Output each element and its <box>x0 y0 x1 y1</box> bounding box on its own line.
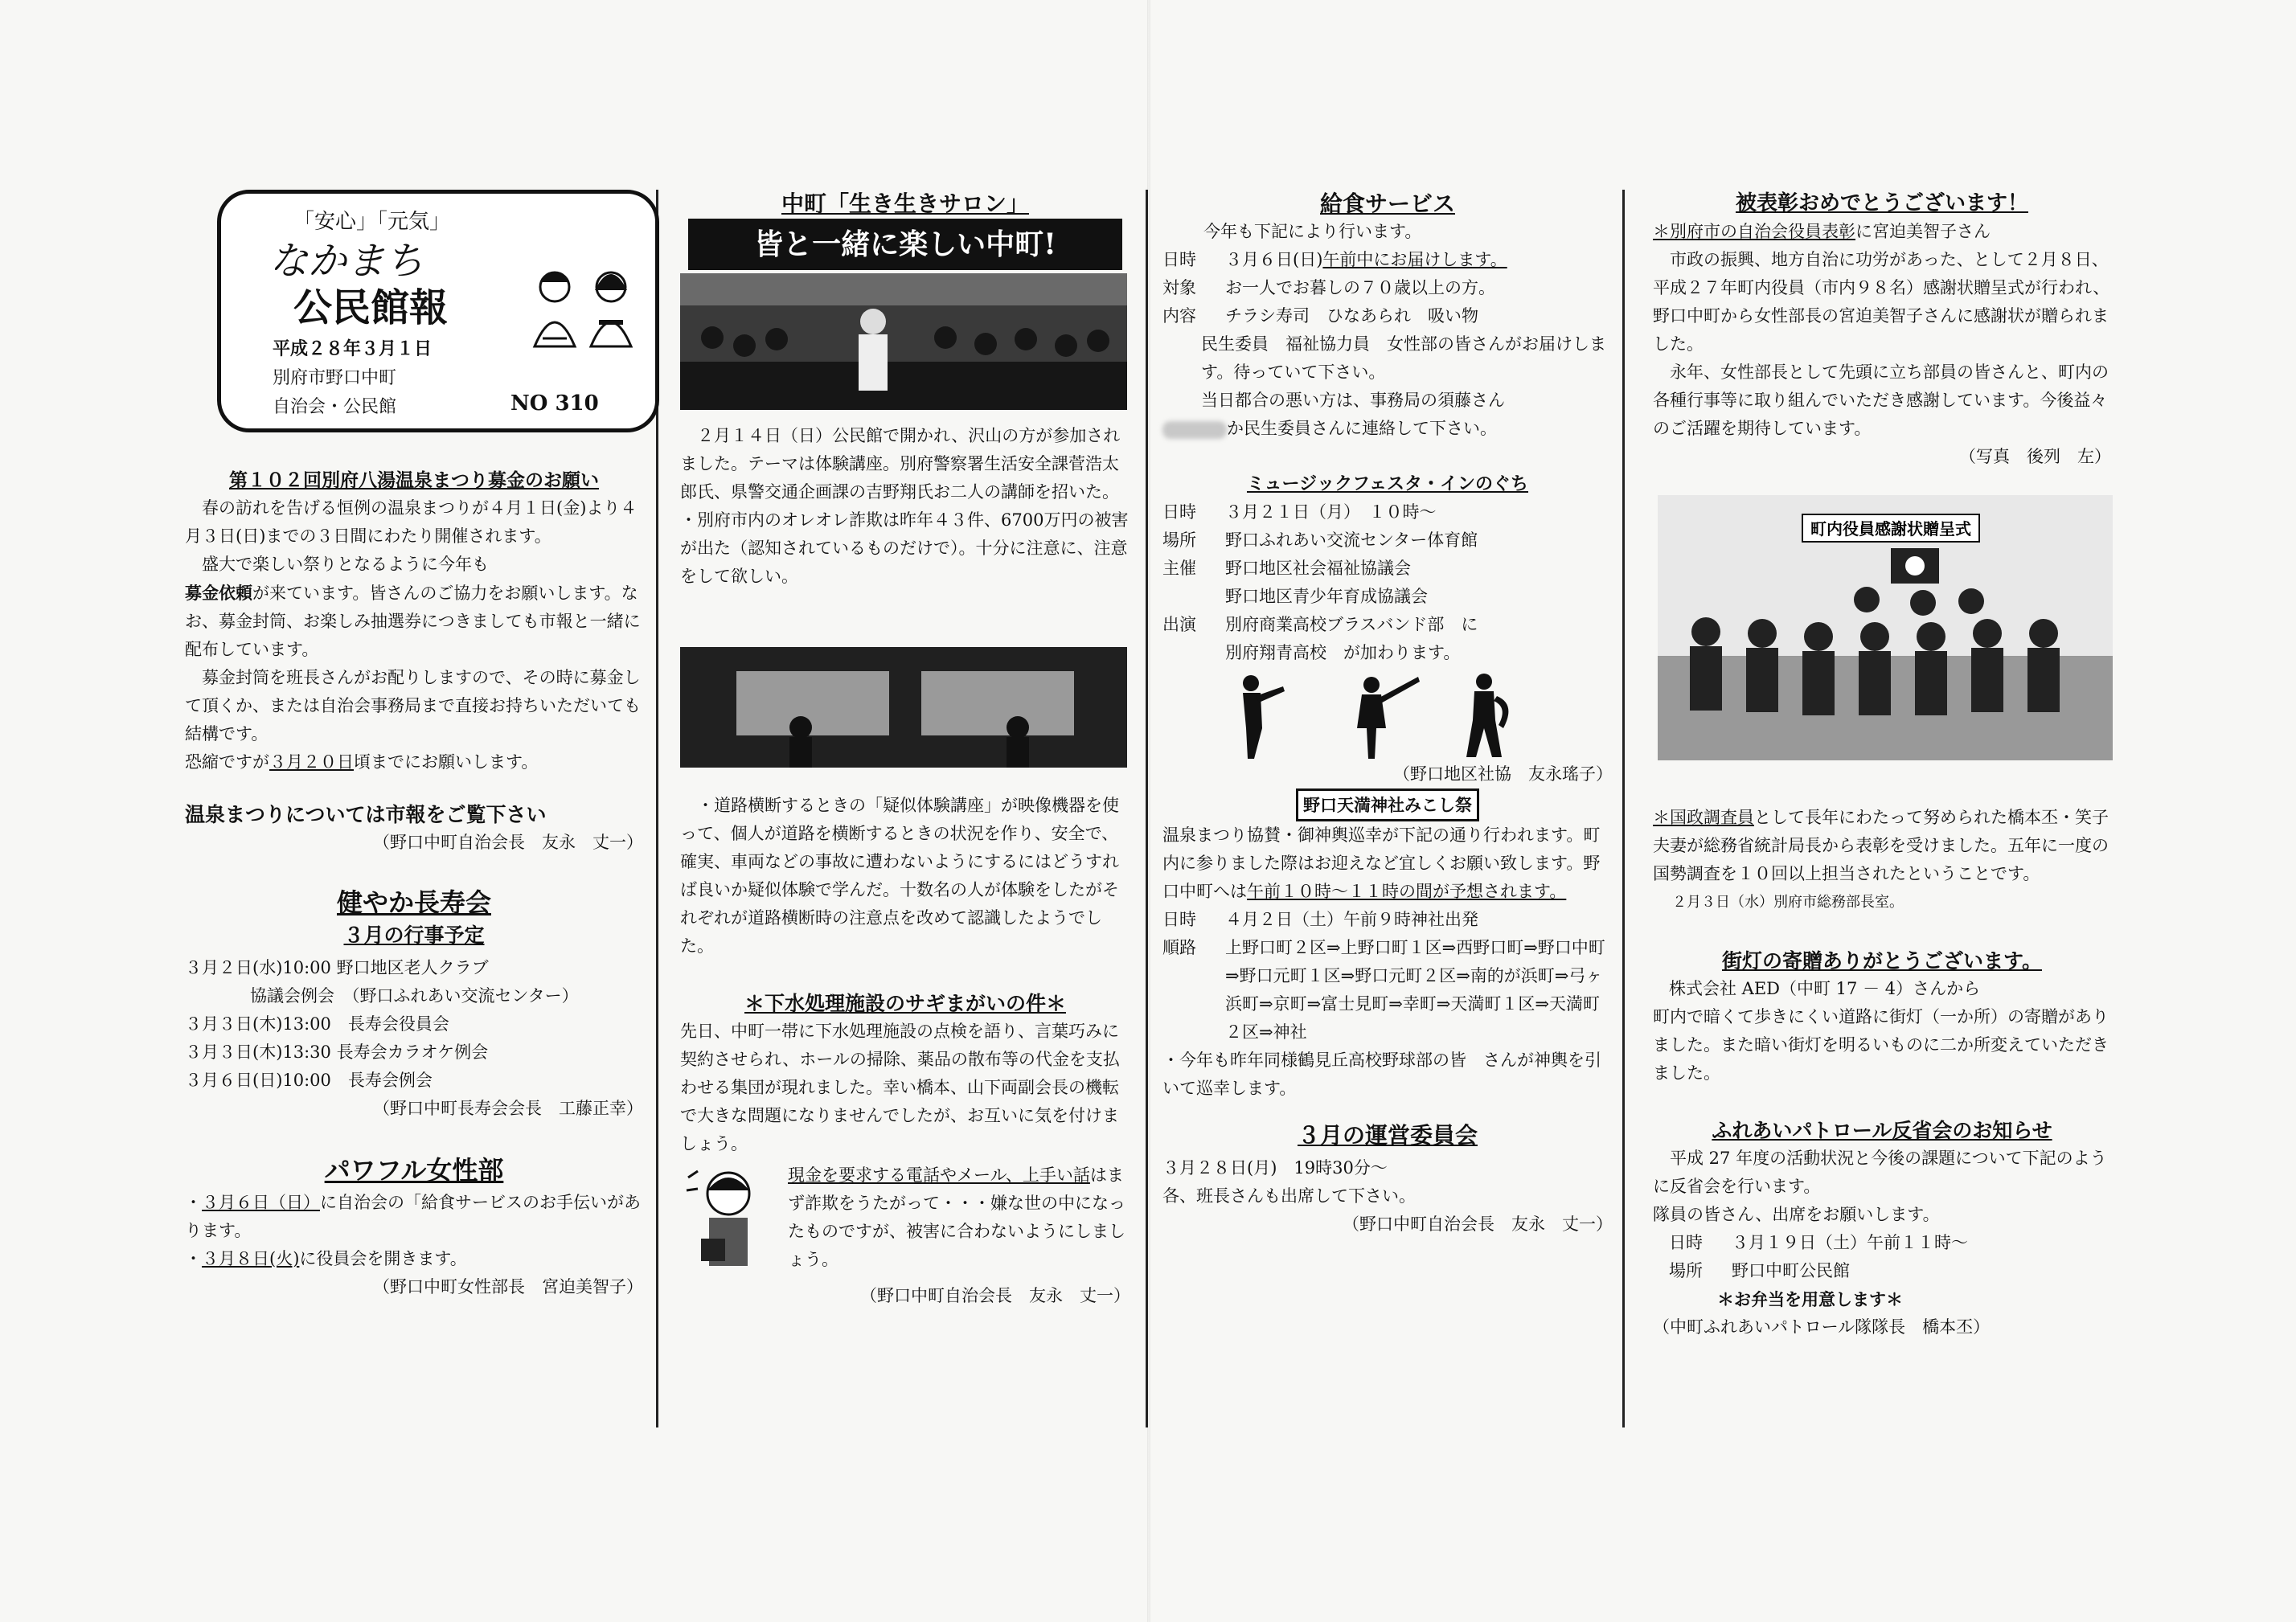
music-performers-2 <box>1162 639 1613 667</box>
label: 日時 <box>1162 502 1196 522</box>
patrol-date <box>1653 1229 2111 1257</box>
column-1 <box>185 466 643 1301</box>
value: 野口地区社会福祉協議会 <box>1225 559 1411 578</box>
music-host <box>1162 555 1613 583</box>
josei-text: に役員会を開きます。 <box>299 1249 467 1268</box>
onsen-paragraph: 募金封筒を班長さんがお配りしますので、その時に募金して頂くか、または自治会事務局まで直接お持ちいただいても結構です。 <box>185 668 641 743</box>
value: 野口ふれあい交流センター体育館 <box>1225 530 1478 550</box>
onsen-signature: （野口中町自治会長 友永 丈一） <box>373 833 643 852</box>
mikoshi-heading-wrap <box>1162 788 1613 821</box>
column-divider <box>1622 190 1625 1427</box>
award-photo <box>1658 495 2113 760</box>
crossing-photo <box>680 647 1127 768</box>
chojukai-signature: （野口中町長寿会会長 工藤正幸） <box>373 1099 643 1118</box>
patrol-bento: ＊お弁当を用意します＊ <box>1717 1289 1903 1309</box>
worried-person-icon <box>680 1161 777 1282</box>
masthead <box>217 190 659 432</box>
fraud-notice <box>680 1161 1130 1282</box>
warn-signature: （野口中町自治会長 友永 丈一） <box>860 1286 1130 1305</box>
column-3 <box>1162 190 1613 1239</box>
kyushoku-intro: 今年も下記により行います。 <box>1203 222 1422 241</box>
music-date <box>1162 498 1613 526</box>
unei-paragraph: ３月２８日(月) 19時30分～ <box>1162 1158 1388 1178</box>
josei-item <box>185 1245 643 1273</box>
salon-photo <box>680 273 1127 410</box>
census-date: ２月３日（水）別府市総務部長室。 <box>1672 894 1904 911</box>
streetlight-paragraph: 町内で暗くて歩きにくい道路に街灯（一か所）の寄贈がありました。また暗い街灯を明るいものに二か所変えていただきました。 <box>1653 1007 2109 1083</box>
award-heading: 被表彰おめでとうございます！ <box>1735 191 2028 215</box>
award-paragraph: 永年、女性部長として先頭に立ち部員の皆さんと、町内の各種行事等に取り組んでいただき感謝しています。今後益々のご活躍を期待しています。 <box>1653 362 2109 438</box>
josei-item <box>185 1189 643 1245</box>
photo-title: 町内役員感謝状贈呈式 <box>1810 519 1971 539</box>
kyushoku-date-value: ３月６日(日) <box>1225 250 1323 269</box>
music-signature: （野口地区社協 友永瑤子） <box>1393 764 1613 784</box>
kyushoku-text: か民生委員さんに連絡して下さい。 <box>1227 419 1497 438</box>
salon-paragraph: ２月１４日（日）公民館で開かれ、沢山の方が参加されました。テーマは体験講座。別府警察署生活安全課菅浩太郎氏、県警交通企画課の吉野翔氏お二人の講師を招いた。 <box>680 426 1121 502</box>
onsen-paragraph <box>185 579 643 664</box>
music-performers <box>1162 611 1613 639</box>
issue-address: 別府市野口中町 <box>273 368 397 388</box>
music-host-2 <box>1162 583 1613 611</box>
value: チラシ寿司 ひなあられ 吸い物 <box>1225 306 1478 326</box>
patrol-paragraph: 隊員の皆さん、出席をお願いします。 <box>1653 1205 1940 1224</box>
mikoshi-route <box>1162 934 1613 1047</box>
onsen-heading: 第１０２回別府八湯温泉まつり募金のお願い <box>229 469 599 491</box>
onsen-text: が来ています。皆さんのご協力をお願いします。なお、募金封筒、お楽しみ抽選券につきましても市報と一緒に配布しています。 <box>185 584 641 659</box>
streetlight-paragraph: 株式会社 AED（中町 17 － 4）さんから <box>1669 979 1981 998</box>
patrol-heading: ふれあいパトロール反省会のお知らせ <box>1712 1119 2052 1142</box>
masthead-subtitle: 「安心」「元気」 <box>293 210 451 234</box>
hina-dolls-icon <box>519 258 647 354</box>
award-underlined: ＊別府市の自治会役員表彰 <box>1653 222 1855 241</box>
spacer <box>1162 639 1225 667</box>
masthead-title-2: 公民館報 <box>293 285 449 330</box>
chojukai-item: ３月３日(木)13:30 長寿会カラオケ例会 <box>185 1042 489 1062</box>
onsen-bold: 募金依頼 <box>185 583 252 603</box>
kyushoku-delivery: 午前中にお届けします。 <box>1322 250 1507 269</box>
mikoshi-heading: 野口天満神社みこし祭 <box>1296 788 1479 821</box>
label: 日時 <box>1669 1233 1703 1252</box>
census-underlined: ＊国政調査員 <box>1653 808 1754 827</box>
josei-text: に自治会の「給食サービスのお手伝いがあります。 <box>185 1193 641 1240</box>
kyushoku-heading: 給食サービス <box>1319 190 1455 217</box>
salon-paragraph: ・道路横断するときの「疑似体験講座」が映像機器を使って、個人が道路を横断するときの状況を作り、安全で、確実、車両などの事故に遭わないようにするにはどうすれば良いか疑似体験で学んだ。十数名の人が体験をしたがそれぞれが道路横断時の注意点を改めて認識したようでした。 <box>680 796 1119 956</box>
fraud-text: はまず詐欺をうたがって・・・嫌な世の中になったものですが、被害に合わないようにしましょう。 <box>788 1165 1125 1269</box>
mikoshi-time: 午前１０時～１１時の間が予想されます。 <box>1247 882 1567 901</box>
masthead-title: なかまち <box>269 239 424 284</box>
bullet: ・ <box>185 1193 202 1212</box>
onsen-text: 恐縮ですが <box>185 752 269 772</box>
column-2-body <box>680 422 1130 591</box>
fraud-underlined: 現金を要求する電話やメール、上手い話 <box>788 1165 1090 1185</box>
photo-caption: （写真 後列 左） <box>1959 447 2111 466</box>
column-2-lower <box>680 792 1130 1310</box>
kyushoku-date <box>1162 246 1613 274</box>
label: 出演 <box>1162 615 1196 634</box>
musicians-icon <box>1219 672 1540 760</box>
onsen-paragraph: 盛大で楽しい祭りとなるように今年も <box>202 555 489 574</box>
issue-date: 平成２８年３月１日 <box>273 338 433 359</box>
label: 内容 <box>1162 306 1196 326</box>
streetlight-heading: 街灯の寄贈ありがとうございます。 <box>1721 949 2042 973</box>
issue-number: NO 310 <box>510 391 599 416</box>
kyushoku-paragraph <box>1162 387 1613 443</box>
chojukai-item: ３月２日(水)10:00 野口地区老人クラブ <box>185 958 489 977</box>
kyushoku-paragraph: 民生委員 福祉協力員 女性部の皆さんがお届けします。待っていて下さい。 <box>1201 334 1606 382</box>
chojukai-item: 協議会例会 （野口ふれあい交流センター） <box>233 986 579 1006</box>
column-4-lower <box>1653 804 2111 1341</box>
warn-paragraph: 先日、中町一帯に下水処理施設の点検を語り、言葉巧みに契約させられ、ホールの掃除、薬品の散布等の代金を支払わせる集団が現れました。幸い橋本、山下両副会長の機転で大きな問題になりませんでしたが、お互いに気を付けましょう。 <box>680 1022 1120 1153</box>
salon-paragraph: ・別府市内のオレオレ詐欺は昨年４３件、6700万円の被害が出た（認知されているものだけで）。十分に注意に、注意をして欲しい。 <box>680 510 1129 586</box>
census-paragraph <box>1653 804 2111 888</box>
census-text: として長年にわたって努められた橋本丕・笑子夫妻が総務省統計局長から表彰を受けました。五年に一度の国勢調査を１０回以上担当されたということです。 <box>1653 808 2109 883</box>
column-2 <box>680 190 1130 218</box>
redacted-name <box>1162 421 1227 439</box>
label: 順路 <box>1162 938 1196 957</box>
chojukai-item: ３月６日(日)10:00 長寿会例会 <box>185 1071 433 1090</box>
unei-paragraph: 各、班長さんも出席して下さい。 <box>1162 1186 1416 1206</box>
music-place <box>1162 526 1613 555</box>
onsen-paragraph <box>185 748 643 776</box>
patrol-signature: （中町ふれあいパトロール隊隊長 橋本丕） <box>1653 1317 1991 1337</box>
josei-date: ３月６日（日） <box>202 1193 320 1212</box>
josei-heading: パワフル女性部 <box>324 1155 504 1186</box>
label: 対象 <box>1162 278 1196 297</box>
warn-heading: ＊下水処理施設のサギまがいの件＊ <box>744 992 1066 1015</box>
label: 日時 <box>1162 910 1196 929</box>
label: 主催 <box>1162 559 1196 578</box>
value: 野口地区青少年育成協議会 <box>1225 587 1428 606</box>
onsen-text: 頃までにお願いします。 <box>354 752 539 772</box>
mikoshi-text: 温泉まつり協賛・御神輿巡幸が下記の通り行われます。町内に参りました際はお迎えなど宜しくお願い致します。野口中町へは <box>1162 825 1601 901</box>
chojukai-subheading: ３月の行事予定 <box>343 924 485 947</box>
value: 別府商業高校ブラスバンド部 に <box>1225 615 1478 634</box>
chojukai-item: ３月３日(木)13:00 長寿会役員会 <box>185 1014 449 1034</box>
bullet: ・ <box>185 1249 202 1268</box>
issue-org: 自治会・公民館 <box>273 397 397 417</box>
mikoshi-paragraph: ・今年も昨年同様鶴見丘高校野球部の皆 さんが神輿を引いて巡幸します。 <box>1162 1051 1601 1098</box>
column-divider <box>1146 190 1148 1427</box>
value: ３月２１日（月） １０時～ <box>1225 502 1437 522</box>
josei-signature: （野口中町女性部長 宮迫美智子） <box>373 1277 643 1296</box>
value: 野口中町公民館 <box>1732 1261 1850 1280</box>
music-heading: ミュージックフェスタ・インのぐち <box>1246 473 1529 494</box>
award-text: に宮迫美智子さん <box>1855 222 1991 241</box>
label: 場所 <box>1669 1261 1703 1280</box>
spacer <box>1162 583 1225 611</box>
column-4 <box>1653 190 2111 471</box>
patrol-paragraph: 平成 27 年度の活動状況と今後の課題について下記のように反省会を行います。 <box>1653 1149 2107 1196</box>
onsen-paragraph: 春の訪れを告げる恒例の温泉まつりが４月１日(金)より４月３日(日)までの３日間にわたり開催されます。 <box>185 498 638 546</box>
onsen-deadline: ３月２０日 <box>269 752 354 772</box>
patrol-place <box>1653 1257 2111 1285</box>
salon-heading: 中町「生き生きサロン」 <box>781 190 1029 217</box>
value <box>1225 246 1613 274</box>
kyushoku-target <box>1162 274 1613 302</box>
label: 日時 <box>1162 250 1196 269</box>
onsen-notice: 温泉まつりについては市報をご覧下さい <box>185 803 547 826</box>
unei-heading: ３月の運営委員会 <box>1297 1122 1478 1149</box>
mikoshi-date <box>1162 906 1613 934</box>
fraud-paragraph <box>777 1161 1130 1282</box>
chojukai-heading: 健やか長寿会 <box>336 887 491 918</box>
award-paragraph: 市政の振興、地方自治に功労があった、として２月８日、平成２７年町内役員（市内９８名）感謝状贈呈式が行われ、野口中町から女性部長の宮迫美智子さんに感謝状が贈られました。 <box>1653 250 2110 354</box>
value: ３月１９日（土）午前１１時～ <box>1732 1233 1968 1252</box>
unei-signature: （野口中町自治会長 友永 丈一） <box>1343 1214 1613 1234</box>
value: ４月２日（土）午前９時神社出発 <box>1225 910 1478 929</box>
kyushoku-text: 当日都合の悪い方は、事務局の須藤さん <box>1201 391 1505 410</box>
value: 上野口町２区⇒上野口町１区⇒西野口町⇒野口中町⇒野口元町１区⇒野口元町２区⇒南的が浜町⇒弓ヶ浜町⇒京町⇒富士見町⇒幸町⇒天満町１区⇒天満町２区⇒神社 <box>1225 938 1605 1042</box>
salon-banner: 皆と一緒に楽しい中町! <box>688 219 1122 270</box>
value: お一人でお暮しの７０歳以上の方。 <box>1225 278 1495 297</box>
value: 別府翔青高校 が加わります。 <box>1225 643 1461 662</box>
josei-date: ３月８日(火) <box>202 1249 300 1268</box>
award-paragraph <box>1653 218 2111 246</box>
kyushoku-menu <box>1162 302 1613 330</box>
mikoshi-paragraph <box>1162 821 1613 906</box>
label: 場所 <box>1162 530 1196 550</box>
